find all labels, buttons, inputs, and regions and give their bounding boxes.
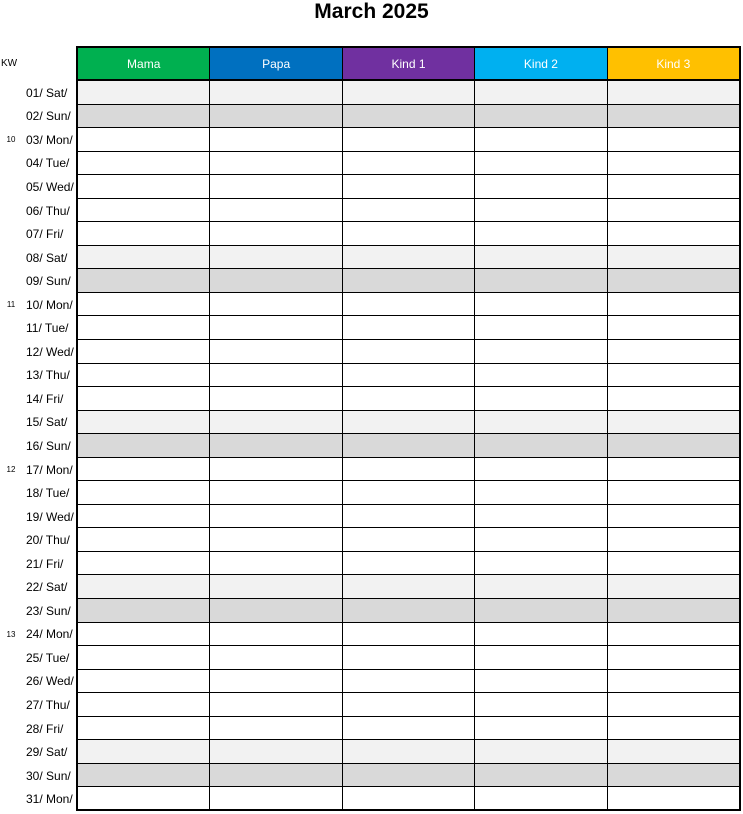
day-row xyxy=(0,81,743,105)
day-row xyxy=(0,575,743,599)
day-row xyxy=(0,717,743,741)
entry-cell-kind-3[interactable] xyxy=(608,599,739,622)
entry-cell-kind-1[interactable] xyxy=(343,434,475,457)
entry-cell-kind-1[interactable] xyxy=(343,599,475,622)
day-label: 02/ Sun/ xyxy=(26,109,71,124)
day-row xyxy=(0,246,743,270)
day-cells xyxy=(76,269,741,293)
entry-cell-kind-2[interactable] xyxy=(475,316,607,339)
day-cells xyxy=(76,293,741,317)
entry-cell-kind-2[interactable] xyxy=(475,458,607,481)
day-cells xyxy=(76,128,741,152)
week-number xyxy=(0,411,22,435)
entry-cell-mama[interactable] xyxy=(78,411,210,434)
entry-cell-kind-1[interactable] xyxy=(343,128,475,151)
day-cells xyxy=(76,787,741,811)
day-cells xyxy=(76,105,741,129)
day-label: 08/ Sat/ xyxy=(26,250,68,265)
day-rows xyxy=(0,81,743,811)
day-cells xyxy=(76,364,741,388)
entry-cell-kind-1[interactable] xyxy=(343,340,475,363)
day-label: 27/ Thu/ xyxy=(26,697,70,712)
entry-cell-papa[interactable] xyxy=(210,81,342,104)
day-row xyxy=(0,458,743,482)
entry-cell-papa[interactable] xyxy=(210,387,342,410)
entry-cell-mama[interactable] xyxy=(78,764,210,787)
entry-cell-kind-1[interactable] xyxy=(343,81,475,104)
entry-cell-kind-1[interactable] xyxy=(343,364,475,387)
entry-cell-kind-3[interactable] xyxy=(608,481,739,504)
member-header-papa: Papa xyxy=(210,48,342,79)
entry-cell-mama[interactable] xyxy=(78,670,210,693)
week-number xyxy=(0,199,22,223)
day-cells xyxy=(76,599,741,623)
entry-cell-kind-2[interactable] xyxy=(475,623,607,646)
day-label: 16/ Sun/ xyxy=(26,438,71,453)
entry-cell-kind-3[interactable] xyxy=(608,552,739,575)
member-header-row xyxy=(76,46,741,81)
day-label: 20/ Thu/ xyxy=(26,533,70,548)
entry-cell-mama[interactable] xyxy=(78,81,210,104)
entry-cell-mama[interactable] xyxy=(78,175,210,198)
entry-cell-kind-3[interactable] xyxy=(608,81,739,104)
entry-cell-mama[interactable] xyxy=(78,693,210,716)
entry-cell-kind-3[interactable] xyxy=(608,340,739,363)
week-number xyxy=(0,269,22,293)
day-row xyxy=(0,152,743,176)
entry-cell-kind-2[interactable] xyxy=(475,599,607,622)
entry-cell-kind-2[interactable] xyxy=(475,364,607,387)
member-header-kind-1: Kind 1 xyxy=(343,48,475,79)
day-row xyxy=(0,434,743,458)
entry-cell-kind-2[interactable] xyxy=(475,175,607,198)
day-row xyxy=(0,128,743,152)
entry-cell-kind-3[interactable] xyxy=(608,528,739,551)
week-number xyxy=(0,434,22,458)
entry-cell-papa[interactable] xyxy=(210,693,342,716)
entry-cell-kind-1[interactable] xyxy=(343,505,475,528)
calendar-week-label: KW xyxy=(1,58,18,69)
day-label: 17/ Mon/ xyxy=(26,462,73,477)
entry-cell-mama[interactable] xyxy=(78,387,210,410)
day-label: 09/ Sun/ xyxy=(26,274,71,289)
entry-cell-kind-2[interactable] xyxy=(475,505,607,528)
entry-cell-kind-3[interactable] xyxy=(608,128,739,151)
week-number xyxy=(0,505,22,529)
week-number: 10 xyxy=(6,135,16,145)
day-label: 22/ Sat/ xyxy=(26,580,68,595)
entry-cell-kind-3[interactable] xyxy=(608,764,739,787)
entry-cell-mama[interactable] xyxy=(78,199,210,222)
week-number xyxy=(0,246,22,270)
entry-cell-papa[interactable] xyxy=(210,787,342,809)
entry-cell-kind-2[interactable] xyxy=(475,434,607,457)
day-row xyxy=(0,740,743,764)
day-label: 28/ Fri/ xyxy=(26,721,64,736)
day-cells xyxy=(76,81,741,105)
day-label: 29/ Sat/ xyxy=(26,745,68,760)
week-number xyxy=(0,552,22,576)
entry-cell-kind-2[interactable] xyxy=(475,552,607,575)
entry-cell-papa[interactable] xyxy=(210,411,342,434)
entry-cell-kind-2[interactable] xyxy=(475,670,607,693)
entry-cell-mama[interactable] xyxy=(78,717,210,740)
entry-cell-kind-2[interactable] xyxy=(475,717,607,740)
entry-cell-mama[interactable] xyxy=(78,128,210,151)
entry-cell-mama[interactable] xyxy=(78,222,210,245)
day-label: 19/ Wed/ xyxy=(26,509,74,524)
entry-cell-papa[interactable] xyxy=(210,764,342,787)
day-cells xyxy=(76,693,741,717)
week-number xyxy=(0,364,22,388)
entry-cell-papa[interactable] xyxy=(210,646,342,669)
entry-cell-kind-1[interactable] xyxy=(343,623,475,646)
entry-cell-kind-3[interactable] xyxy=(608,693,739,716)
entry-cell-kind-2[interactable] xyxy=(475,199,607,222)
entry-cell-papa[interactable] xyxy=(210,528,342,551)
entry-cell-papa[interactable] xyxy=(210,575,342,598)
day-row xyxy=(0,528,743,552)
entry-cell-kind-2[interactable] xyxy=(475,387,607,410)
day-label: 24/ Mon/ xyxy=(26,627,73,642)
entry-cell-mama[interactable] xyxy=(78,623,210,646)
entry-cell-kind-1[interactable] xyxy=(343,105,475,128)
entry-cell-papa[interactable] xyxy=(210,740,342,763)
week-number: 12 xyxy=(6,465,16,475)
entry-cell-kind-3[interactable] xyxy=(608,293,739,316)
entry-cell-kind-1[interactable] xyxy=(343,387,475,410)
entry-cell-mama[interactable] xyxy=(78,528,210,551)
entry-cell-kind-3[interactable] xyxy=(608,458,739,481)
entry-cell-kind-3[interactable] xyxy=(608,787,739,809)
day-row xyxy=(0,764,743,788)
day-row xyxy=(0,693,743,717)
entry-cell-papa[interactable] xyxy=(210,175,342,198)
day-label: 31/ Mon/ xyxy=(26,792,73,807)
day-label: 21/ Fri/ xyxy=(26,556,64,571)
day-cells xyxy=(76,764,741,788)
entry-cell-papa[interactable] xyxy=(210,152,342,175)
week-number xyxy=(0,316,22,340)
day-cells xyxy=(76,246,741,270)
entry-cell-kind-3[interactable] xyxy=(608,105,739,128)
entry-cell-kind-3[interactable] xyxy=(608,246,739,269)
day-cells xyxy=(76,481,741,505)
entry-cell-mama[interactable] xyxy=(78,575,210,598)
entry-cell-papa[interactable] xyxy=(210,434,342,457)
day-cells xyxy=(76,340,741,364)
entry-cell-papa[interactable] xyxy=(210,717,342,740)
entry-cell-mama[interactable] xyxy=(78,364,210,387)
week-number xyxy=(0,717,22,741)
entry-cell-kind-1[interactable] xyxy=(343,199,475,222)
entry-cell-kind-2[interactable] xyxy=(475,481,607,504)
week-number xyxy=(0,646,22,670)
entry-cell-kind-1[interactable] xyxy=(343,575,475,598)
week-number xyxy=(0,175,22,199)
entry-cell-kind-3[interactable] xyxy=(608,199,739,222)
entry-cell-kind-2[interactable] xyxy=(475,105,607,128)
entry-cell-kind-3[interactable] xyxy=(608,575,739,598)
week-number xyxy=(0,575,22,599)
entry-cell-papa[interactable] xyxy=(210,128,342,151)
day-cells xyxy=(76,387,741,411)
week-number xyxy=(0,740,22,764)
entry-cell-kind-2[interactable] xyxy=(475,152,607,175)
entry-cell-papa[interactable] xyxy=(210,105,342,128)
day-row xyxy=(0,175,743,199)
day-label: 01/ Sat/ xyxy=(26,85,68,100)
entry-cell-kind-1[interactable] xyxy=(343,717,475,740)
week-number xyxy=(0,81,22,105)
day-label: 07/ Fri/ xyxy=(26,227,64,242)
day-row xyxy=(0,222,743,246)
day-label: 23/ Sun/ xyxy=(26,603,71,618)
day-label: 03/ Mon/ xyxy=(26,132,73,147)
week-number xyxy=(0,764,22,788)
week-number xyxy=(0,693,22,717)
entry-cell-papa[interactable] xyxy=(210,623,342,646)
entry-cell-mama[interactable] xyxy=(78,458,210,481)
day-label: 13/ Thu/ xyxy=(26,368,70,383)
day-row xyxy=(0,316,743,340)
entry-cell-kind-1[interactable] xyxy=(343,246,475,269)
day-row xyxy=(0,552,743,576)
day-row xyxy=(0,364,743,388)
entry-cell-kind-1[interactable] xyxy=(343,458,475,481)
day-cells xyxy=(76,552,741,576)
day-row xyxy=(0,105,743,129)
day-label: 05/ Wed/ xyxy=(26,179,74,194)
entry-cell-mama[interactable] xyxy=(78,316,210,339)
entry-cell-kind-2[interactable] xyxy=(475,246,607,269)
week-number: 13 xyxy=(6,629,16,639)
entry-cell-kind-3[interactable] xyxy=(608,717,739,740)
day-row xyxy=(0,411,743,435)
entry-cell-mama[interactable] xyxy=(78,246,210,269)
entry-cell-kind-1[interactable] xyxy=(343,528,475,551)
entry-cell-papa[interactable] xyxy=(210,316,342,339)
entry-cell-kind-3[interactable] xyxy=(608,175,739,198)
entry-cell-kind-1[interactable] xyxy=(343,740,475,763)
entry-cell-papa[interactable] xyxy=(210,670,342,693)
entry-cell-kind-2[interactable] xyxy=(475,81,607,104)
entry-cell-kind-1[interactable] xyxy=(343,222,475,245)
entry-cell-kind-2[interactable] xyxy=(475,340,607,363)
entry-cell-papa[interactable] xyxy=(210,458,342,481)
entry-cell-kind-3[interactable] xyxy=(608,670,739,693)
entry-cell-kind-3[interactable] xyxy=(608,269,739,292)
entry-cell-mama[interactable] xyxy=(78,434,210,457)
entry-cell-mama[interactable] xyxy=(78,646,210,669)
entry-cell-mama[interactable] xyxy=(78,105,210,128)
entry-cell-kind-1[interactable] xyxy=(343,646,475,669)
day-label: 26/ Wed/ xyxy=(26,674,74,689)
day-row xyxy=(0,293,743,317)
entry-cell-mama[interactable] xyxy=(78,152,210,175)
week-number xyxy=(0,222,22,246)
entry-cell-kind-3[interactable] xyxy=(608,505,739,528)
day-label: 10/ Mon/ xyxy=(26,297,73,312)
day-cells xyxy=(76,646,741,670)
week-number xyxy=(0,528,22,552)
entry-cell-kind-2[interactable] xyxy=(475,411,607,434)
entry-cell-mama[interactable] xyxy=(78,481,210,504)
day-row xyxy=(0,387,743,411)
day-label: 30/ Sun/ xyxy=(26,768,71,783)
day-label: 14/ Fri/ xyxy=(26,391,64,406)
entry-cell-kind-1[interactable] xyxy=(343,269,475,292)
entry-cell-papa[interactable] xyxy=(210,552,342,575)
day-cells xyxy=(76,740,741,764)
day-cells xyxy=(76,670,741,694)
entry-cell-kind-3[interactable] xyxy=(608,740,739,763)
day-label: 04/ Tue/ xyxy=(26,156,70,171)
entry-cell-papa[interactable] xyxy=(210,269,342,292)
entry-cell-kind-1[interactable] xyxy=(343,175,475,198)
day-label: 25/ Tue/ xyxy=(26,650,70,665)
entry-cell-kind-3[interactable] xyxy=(608,222,739,245)
entry-cell-kind-3[interactable] xyxy=(608,152,739,175)
entry-cell-papa[interactable] xyxy=(210,505,342,528)
week-number xyxy=(0,670,22,694)
entry-cell-kind-1[interactable] xyxy=(343,411,475,434)
day-cells xyxy=(76,152,741,176)
day-cells xyxy=(76,222,741,246)
day-row xyxy=(0,505,743,529)
entry-cell-kind-1[interactable] xyxy=(343,481,475,504)
week-number: 11 xyxy=(6,300,16,310)
entry-cell-kind-2[interactable] xyxy=(475,269,607,292)
day-cells xyxy=(76,623,741,647)
day-row xyxy=(0,269,743,293)
week-number xyxy=(0,599,22,623)
entry-cell-kind-3[interactable] xyxy=(608,434,739,457)
day-label: 18/ Tue/ xyxy=(26,486,70,501)
entry-cell-mama[interactable] xyxy=(78,787,210,809)
entry-cell-kind-1[interactable] xyxy=(343,316,475,339)
day-cells xyxy=(76,717,741,741)
day-label: 11/ Tue/ xyxy=(26,321,69,336)
entry-cell-mama[interactable] xyxy=(78,293,210,316)
day-row xyxy=(0,670,743,694)
day-cells xyxy=(76,575,741,599)
entry-cell-mama[interactable] xyxy=(78,552,210,575)
week-number xyxy=(0,481,22,505)
entry-cell-kind-1[interactable] xyxy=(343,764,475,787)
entry-cell-papa[interactable] xyxy=(210,364,342,387)
day-label: 15/ Sat/ xyxy=(26,415,68,430)
day-label: 12/ Wed/ xyxy=(26,344,74,359)
entry-cell-kind-2[interactable] xyxy=(475,693,607,716)
day-label: 06/ Thu/ xyxy=(26,203,70,218)
entry-cell-kind-2[interactable] xyxy=(475,740,607,763)
entry-cell-kind-3[interactable] xyxy=(608,411,739,434)
day-cells xyxy=(76,458,741,482)
entry-cell-kind-2[interactable] xyxy=(475,787,607,809)
entry-cell-kind-1[interactable] xyxy=(343,670,475,693)
entry-cell-kind-3[interactable] xyxy=(608,364,739,387)
day-cells xyxy=(76,316,741,340)
day-cells xyxy=(76,434,741,458)
entry-cell-kind-3[interactable] xyxy=(608,316,739,339)
day-row xyxy=(0,481,743,505)
day-row xyxy=(0,199,743,223)
day-row xyxy=(0,623,743,647)
day-cells xyxy=(76,528,741,552)
entry-cell-kind-2[interactable] xyxy=(475,528,607,551)
week-number xyxy=(0,152,22,176)
entry-cell-kind-2[interactable] xyxy=(475,293,607,316)
entry-cell-mama[interactable] xyxy=(78,505,210,528)
entry-cell-papa[interactable] xyxy=(210,222,342,245)
entry-cell-papa[interactable] xyxy=(210,340,342,363)
entry-cell-kind-2[interactable] xyxy=(475,646,607,669)
entry-cell-kind-1[interactable] xyxy=(343,787,475,809)
entry-cell-kind-3[interactable] xyxy=(608,387,739,410)
week-number xyxy=(0,387,22,411)
entry-cell-kind-1[interactable] xyxy=(343,152,475,175)
entry-cell-kind-3[interactable] xyxy=(608,623,739,646)
entry-cell-kind-2[interactable] xyxy=(475,128,607,151)
entry-cell-kind-1[interactable] xyxy=(343,293,475,316)
week-number xyxy=(0,340,22,364)
entry-cell-mama[interactable] xyxy=(78,340,210,363)
week-number xyxy=(0,787,22,811)
day-row xyxy=(0,646,743,670)
entry-cell-mama[interactable] xyxy=(78,599,210,622)
day-row xyxy=(0,787,743,811)
day-row xyxy=(0,599,743,623)
entry-cell-kind-2[interactable] xyxy=(475,575,607,598)
day-row xyxy=(0,340,743,364)
member-header-mama: Mama xyxy=(78,48,210,79)
day-cells xyxy=(76,411,741,435)
entry-cell-papa[interactable] xyxy=(210,246,342,269)
page-title: March 2025 xyxy=(314,0,429,23)
entry-cell-papa[interactable] xyxy=(210,199,342,222)
entry-cell-kind-2[interactable] xyxy=(475,222,607,245)
entry-cell-kind-1[interactable] xyxy=(343,552,475,575)
entry-cell-kind-2[interactable] xyxy=(475,764,607,787)
day-cells xyxy=(76,175,741,199)
member-header-kind-3: Kind 3 xyxy=(608,48,739,79)
week-number xyxy=(0,105,22,129)
entry-cell-papa[interactable] xyxy=(210,481,342,504)
entry-cell-mama[interactable] xyxy=(78,740,210,763)
day-cells xyxy=(76,505,741,529)
entry-cell-kind-1[interactable] xyxy=(343,693,475,716)
entry-cell-kind-3[interactable] xyxy=(608,646,739,669)
entry-cell-mama[interactable] xyxy=(78,269,210,292)
member-header-kind-2: Kind 2 xyxy=(475,48,607,79)
entry-cell-papa[interactable] xyxy=(210,599,342,622)
day-cells xyxy=(76,199,741,223)
entry-cell-papa[interactable] xyxy=(210,293,342,316)
